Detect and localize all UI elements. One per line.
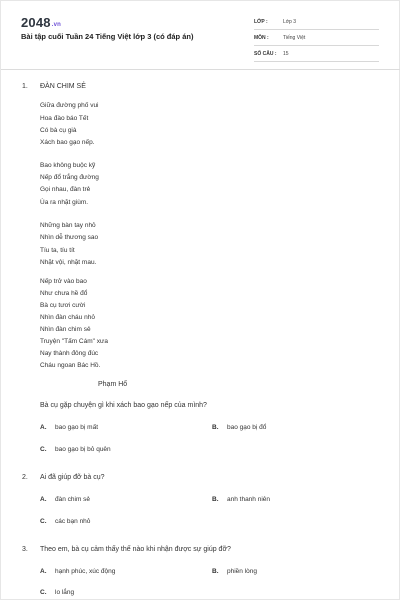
header-divider <box>1 69 400 70</box>
poem-line: Nhặt vội, nhặt mau. <box>40 259 97 266</box>
option-text: đàn chim sẻ <box>55 496 91 503</box>
poem-line: Nếp đổ trắng đường <box>40 174 99 181</box>
question-text: Bà cụ gặp chuyện gì khi xách bao gạo nếp của mình? <box>40 402 207 409</box>
poem-line: Truyện "Tấm Cám" xưa <box>40 338 108 345</box>
poem-line: Nhìn dễ thương sao <box>40 234 99 241</box>
poem-line: Có bà cụ già <box>40 127 77 134</box>
meta-row-class <box>254 15 379 30</box>
poem-line: Nay thành đông đúc <box>40 350 99 357</box>
poem-line: Như chưa hề đổ <box>40 290 88 297</box>
meta-label: SỐ CÂU : <box>254 51 277 57</box>
poem-line: Bà cụ tươi cười <box>40 302 86 309</box>
option-letter: B. <box>212 568 219 575</box>
poem-line: Xách bao gạo nếp. <box>40 139 95 146</box>
poem-line: Bao không buộc kỹ <box>40 162 96 169</box>
poem-title: ĐÀN CHIM SẺ <box>40 83 86 90</box>
option-text: phiền lòng <box>227 568 257 575</box>
logo-suffix: .vn <box>51 22 62 28</box>
question-number: 2. <box>22 474 28 481</box>
option-letter: C. <box>40 518 47 525</box>
question-text: Theo em, bà cụ cảm thấy thế nào khi nhận được sự giúp đỡ? <box>40 546 231 553</box>
meta-label: LỚP : <box>254 19 268 25</box>
document-title: Bài tập cuối Tuần 24 Tiếng Việt lớp 3 (có đáp án) <box>21 32 194 41</box>
meta-row-count <box>254 47 379 62</box>
logo-text: 2048 <box>21 15 51 30</box>
option-text: anh thanh niên <box>227 496 271 503</box>
option-text: bao gạo bị mất <box>55 424 99 431</box>
site-logo[interactable] <box>21 15 61 30</box>
poem-line: Nhìn đàn chim sẻ <box>40 326 91 333</box>
poem-line: Cháu ngoan Bác Hồ. <box>40 362 101 369</box>
option-text: lo lắng <box>55 589 75 596</box>
meta-label: MÔN : <box>254 35 269 41</box>
option-letter: A. <box>40 496 47 503</box>
option-letter: B. <box>212 424 219 431</box>
option-letter: A. <box>40 568 47 575</box>
poem-line: Gọi nhau, đàn trẻ <box>40 186 91 193</box>
option-text: các bạn nhỏ <box>55 518 91 525</box>
question-number: 1. <box>22 83 28 90</box>
poem-line: Nếp trở vào bao <box>40 278 87 285</box>
question-number: 3. <box>22 546 28 553</box>
meta-value: Lớp 3 <box>283 19 297 25</box>
poem-line: Tíu ta, tíu tít <box>40 247 75 254</box>
meta-value: 15 <box>283 51 289 57</box>
option-letter: A. <box>40 424 47 431</box>
poem-line: Những bàn tay nhỏ <box>40 222 96 229</box>
poem-line: Giữa đường phố vui <box>40 102 99 109</box>
poem-line: Hoa đào báo Tết <box>40 115 89 122</box>
poem-line: Ùa ra nhặt giùm. <box>40 199 89 206</box>
option-text: bao gạo bị đổ <box>227 424 267 431</box>
worksheet-header <box>1 1 400 67</box>
poem-author: Phạm Hổ <box>98 381 128 388</box>
question-text: Ai đã giúp đỡ bà cụ? <box>40 474 105 481</box>
option-letter: C. <box>40 589 47 596</box>
option-letter: C. <box>40 446 47 453</box>
option-text: bao gạo bị bỏ quên <box>55 446 111 453</box>
option-letter: B. <box>212 496 219 503</box>
meta-row-subject <box>254 31 379 46</box>
option-text: hạnh phúc, xúc động <box>55 568 116 575</box>
poem-line: Nhìn đàn cháu nhỏ <box>40 314 95 321</box>
meta-value: Tiếng Việt <box>283 35 306 41</box>
meta-info <box>254 15 379 63</box>
